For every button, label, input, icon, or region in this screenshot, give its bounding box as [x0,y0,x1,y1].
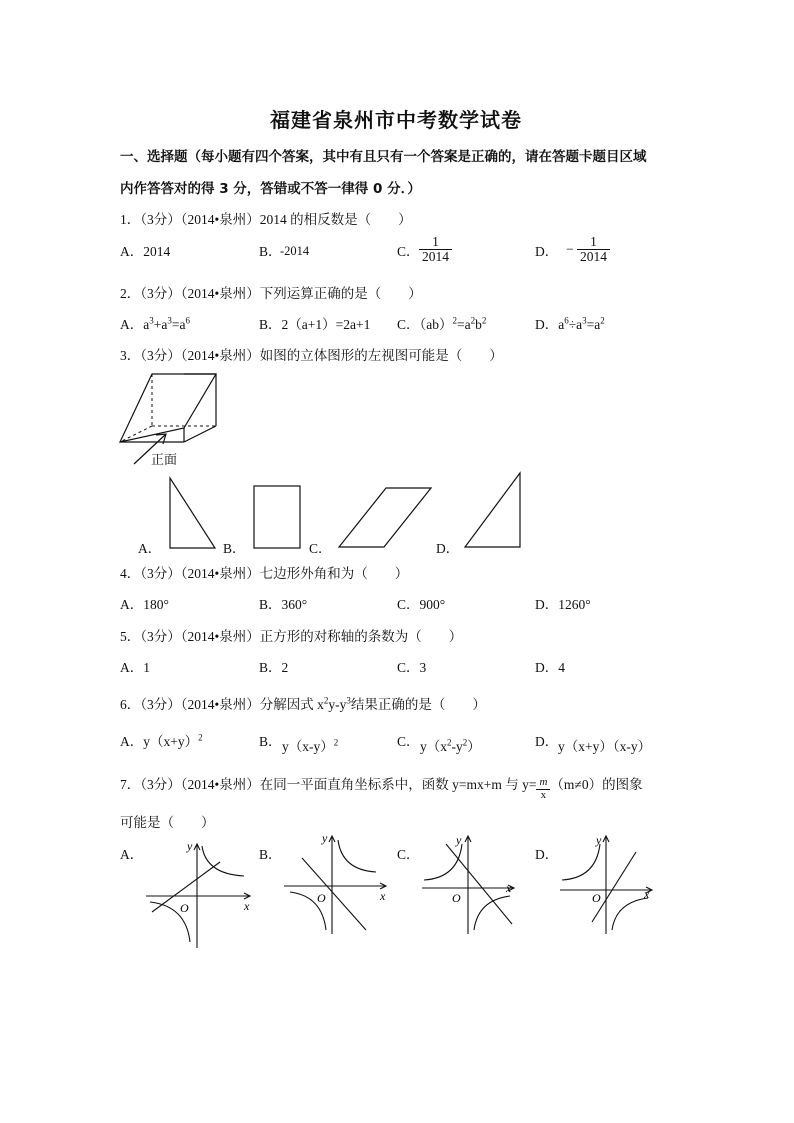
q7-option-b-label: B． [259,847,282,862]
q4-option-a: A．180° [120,597,169,612]
q3-option-b-shape [250,483,304,553]
q3-option-c-shape [336,485,436,551]
section-heading-line2: 内作答答对的得 3 分，答错或不答一律得 0 分．） [120,181,421,197]
q2-option-a: A．$a^3+a^3=a^6$ [120,315,190,332]
x-label: x [506,881,512,895]
q3-option-c-label: C． [309,541,332,556]
question-2-stem: 2．（3分）（2014•泉州）下列运算正确的是（ ） [120,286,422,301]
page-title: 福建省泉州市中考数学试卷 [270,108,522,132]
origin-label: O [592,891,601,905]
q3-option-b-label: B． [223,541,246,556]
x-label: x [644,887,650,901]
q6-option-a: A．$y(x+y)^2$ [120,732,203,749]
q3-option-d-label: D． [436,541,460,556]
origin-label: O [180,901,189,915]
q1-option-b-value: -2014 [280,244,310,258]
question-5-stem: 5．（3分）（2014•泉州）正方形的对称轴的条数为（ ） [120,629,463,644]
q2-option-b: B．2（a+1）=2a+1 [259,317,371,332]
y-label: y [322,831,328,845]
q7-graph-c [418,830,538,950]
section-heading-line1: 一、选择题（每小题有四个答案，其中有且只有一个答案是正确的，请在答题卡题目区域 [120,149,647,165]
x-label: x [380,889,386,903]
q3-solid-edge [184,426,216,442]
q2-option-c: C．$(ab)^2=a^2b^2$ [397,315,487,332]
question-4-stem: 4．（3分）（2014•泉州）七边形外角和为（ ） [120,566,409,581]
y-label: y [456,833,462,847]
q6-option-b-label: B． [259,734,282,749]
hyperbola-branch [424,844,462,880]
x-label: x [244,899,250,913]
q3-option-a-shape [165,475,220,553]
q3-solid-back-face [120,374,216,442]
q5-option-b: B．2 [259,660,289,675]
question-7-stem-line2: 可能是（ ） [120,815,215,830]
q7-graph-b [280,830,400,950]
origin-label: O [452,891,461,905]
line-graph [446,844,512,924]
q3-option-d-shape [462,470,524,552]
q6-option-d-label: D． [535,734,559,749]
q4-option-d: D．1260° [535,597,591,612]
question-3-stem: 3．（3分）（2014•泉州）如图的立体图形的左视图可能是（ ） [120,348,503,363]
y-label: y [187,839,193,853]
line-graph [592,852,636,922]
hyperbola-branch [612,898,648,930]
q7-option-c-label: C． [397,847,420,862]
origin-label: O [317,891,326,905]
hyperbola-branch [338,840,376,872]
q6-option-c: $y(x^2-y^2)$ [420,737,481,754]
q6-option-c-label: C． [397,734,420,749]
q5-option-c: C．3 [397,660,427,675]
hyperbola-branch [202,846,244,876]
q4-option-b: B．360° [259,597,308,612]
q1-option-d-fraction: − $\frac{1}{2014}$ [566,235,610,264]
q1-option-c-fraction: $\frac{1}{2014}$ [419,235,452,264]
q6-option-b: $y(x-y)^2$ [282,737,339,754]
q6-option-d: y（x+y）（x-y） [558,739,652,754]
q4-option-c: C．900° [397,597,446,612]
y-label: y [596,833,602,847]
line-graph [302,858,366,930]
q3-solid-hidden-edge [120,426,152,442]
q1-option-d-label: D． [535,244,559,259]
q2-option-d: D．$a^6\div a^3=a^2$ [535,315,605,332]
hyperbola-branch [562,844,600,880]
hyperbola-branch [474,896,510,930]
q3-option-a-label: A． [138,541,162,556]
q3-front-label: 正面 [151,453,178,468]
q5-option-a: A．1 [120,660,150,675]
question-1-stem: 1．（3分）（2014•泉州）2014 的相反数是（ ） [120,212,412,227]
q1-option-b-label: B． [259,244,282,259]
question-6-stem: 6．（3分）（2014•泉州）分解因式 $x^2y-y^3$结果正确的是（ ） [120,695,486,712]
q7-graph-a [140,836,260,956]
q5-option-d: D．4 [535,660,565,675]
question-7-stem-line1: 7．（3分）（2014•泉州）在同一平面直角坐标系中，函数 y=mx+m 与 y= $\frac{m}{x}$ （m≠0）的图象 [120,776,643,801]
q1-option-c-label: C． [397,244,420,259]
q7-option-a-label: A． [120,847,144,862]
q7-graph-d [556,830,666,950]
q1-option-a: A．2014 [120,244,171,259]
q7-option-d-label: D． [535,847,559,862]
